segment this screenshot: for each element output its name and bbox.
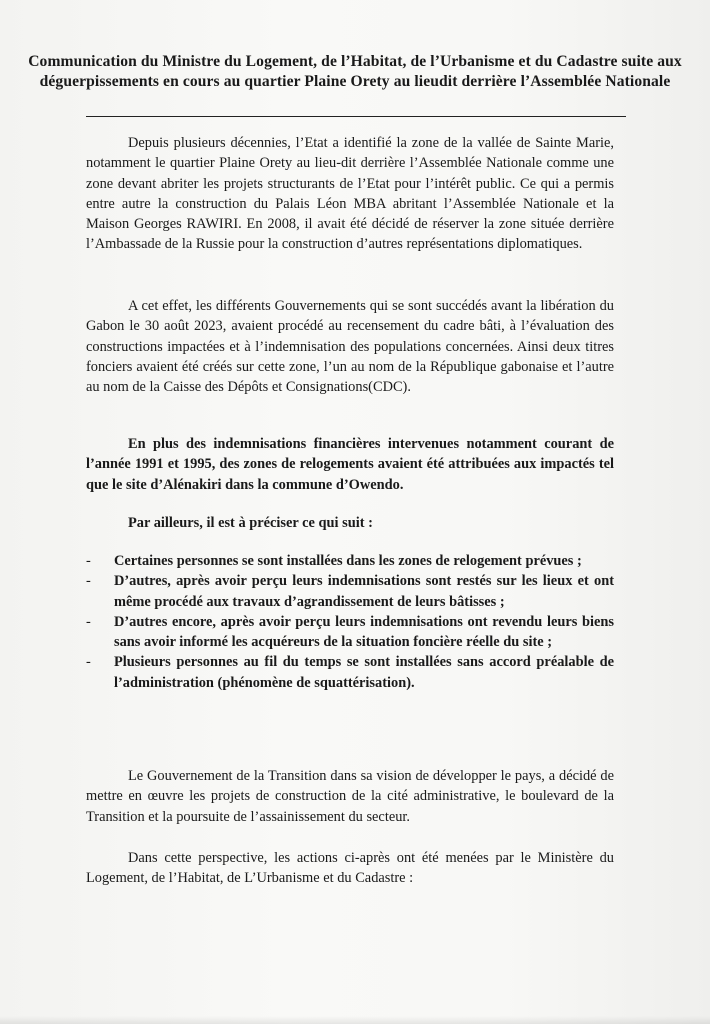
bullet-marker: - [86,553,91,569]
paragraph-1: Depuis plusieurs décennies, l’Etat a identifié la zone de la vallée de Sainte Marie, notamment le quartier Plaine Orety au lieu-dit derrière l’Assemblée Nationale comme une zone devant abriter les projets structurants de l’Etat pour l’intérêt public. Ce qui a permis entre autre la construction du Palais Léon MBA abritant l’Assemblée Nationale et la Maison Georges RAWIRI. En 2008, il avait été décidé de réserver la zone située derrière l’Ambassade de la Russie pour la construction d’autres représentations diplomatiques. [86,135,614,253]
list-item [86,571,614,612]
paragraph-5: Le Gouvernement de la Transition dans sa vision de développer le pays, a décidé de mettre en œuvre les projets de construction de la cité administrative, le boulevard de la Transition et la poursuite de l’assainissement du secteur. [86,768,614,825]
list-item-text: D’autres encore, après avoir perçu leurs indemnisations ont revendu leurs biens sans avoir informé les acquéreurs de la situation foncière réelle du site ; [114,613,614,651]
paragraph-6: Dans cette perspective, les actions ci-après ont été menées par le Ministère du Logement, de l’Habitat, de L’Urbanisme et du Cadastre : [86,850,614,887]
paragraph-2: A cet effet, les différents Gouvernements qui se sont succédés avant la libération du Gabon le 30 août 2023, avaient procédé au recensement du cadre bâti, à l’évaluation des constructions impactées et à l’indemnisation des populations concernées. Ainsi deux titres fonciers avaient été créés sur cette zone, l’un au nom de la République gabonaise et l’autre au nom de la Caisse des Dépôts et Consignations(CDC). [86,298,614,396]
list-item-text: D’autres, après avoir perçu leurs indemnisations sont restés sur les lieux et ont même procédé aux travaux d’agrandissement de leurs bâtisses ; [114,573,614,610]
paragraph-4: Par ailleurs, il est à préciser ce qui suit : [128,515,373,531]
bullet-marker: - [86,654,91,671]
list-item [86,551,614,571]
list-item [86,652,614,693]
list-item-text: Plusieurs personnes au fil du temps se sont installées sans accord préalable de l’administration (phénomène de squattérisation). [114,654,614,691]
title-divider [86,116,626,117]
document-title: Communication du Ministre du Logement, de l’Habitat, de l’Urbanisme et du Cadastre suite aux déguerpissements en cours au quartier Plaine Orety au lieudit derrière l’Assemblée Nationale [28,53,682,90]
paragraph-3: En plus des indemnisations financières intervenues notamment courant de l’année 1991 et 1995, des zones de relogements avaient été attribuées aux impactés tel que le site d’Alénakiri dans la commune d’Owendo. [86,436,614,493]
list-item-text: Certaines personnes se sont installées dans les zones de relogement prévues ; [114,553,582,569]
bullet-marker: - [86,573,91,590]
bullet-list [86,551,614,693]
bullet-marker: - [86,613,91,630]
list-item [86,612,614,653]
page-edge-shadow [0,1016,710,1024]
